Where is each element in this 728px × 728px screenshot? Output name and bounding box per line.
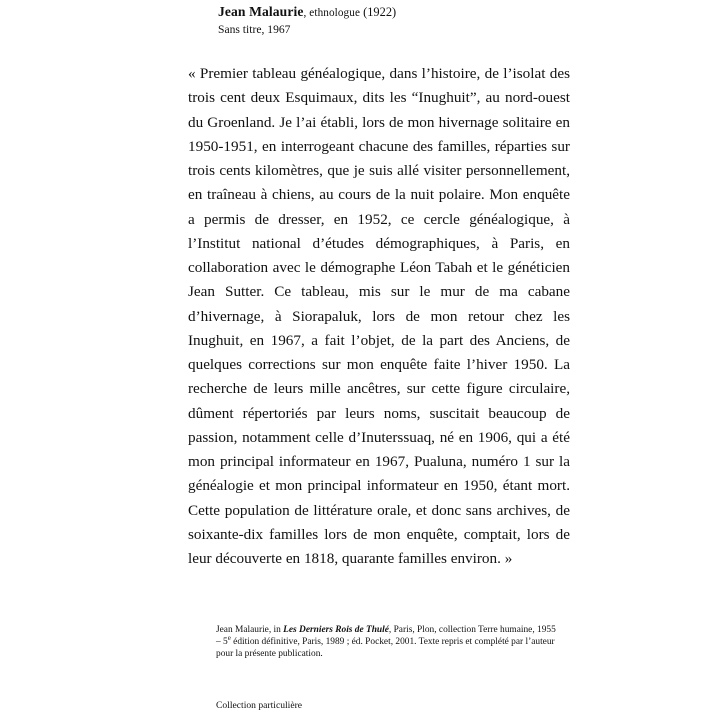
citation-details-second: édition définitive, Paris, 1989 ; éd. Pocket, 2001. Texte repris et complété par l’auteur pour la présente publication.	[216, 637, 555, 660]
collection-line: Collection particulière	[216, 700, 303, 711]
work-title: Sans titre, 1967	[218, 23, 291, 36]
quotation-text: « Premier tableau généalogique, dans l’histoire, de l’isolat des trois cent deux Esquimaux, dits les “Inughuit”, au nord-ouest du Groenland. Je l’ai établi, lors de mon hivernage solitaire en 1950-1951, en interrogeant chacune des familles, réparties sur trois cents kilomètres, que je suis allé visiter personnellement, en traîneau à chiens, au cours de la nuit polaire. Mon enquête a permis de dresser, en 1952, ce cercle généalogique, à l’Institut national d’études démographiques, à Paris, en collaboration avec le démographe Léon Tabah et le généticien Jean Sutter. Ce tableau, mis sur le mur de ma cabane d’hivernage, à Siorapaluk, lors de mon retour chez les Inughuit, en 1967, a fait l’objet, de la part des Anciens, de quelques corrections sur mon enquête faite l’hiver 1950. La recherche de leurs mille ancêtres, sur cette figure circulaire, dûment répertoriés par leurs noms, suscitait beaucoup de passion, notamment celle d’Inuterssuaq, né en 1906, qui a été mon principal informateur en 1967, Pualuna, numéro 1 sur la généalogie et mon principal informateur en 1950, étant mort. Cette population de littérature orale, et donc sans archives, de soixante-dix familles lors de mon enquête, comptait, lors de leur découverte en 1818, quarante familles environ. »	[188, 65, 570, 567]
artist-identity-line	[218, 4, 578, 21]
citation-author-prefix: Jean Malaurie, in	[216, 625, 284, 635]
artist-name-separator: ,	[303, 7, 310, 19]
citation-edition-ordinal: e	[227, 633, 231, 642]
citation-details-first: , Paris, Plon, collection Terre humaine, 1955 – 5	[216, 625, 556, 648]
citation-book-title: Les Derniers Rois de Thulé	[283, 625, 389, 635]
artist-name: Jean Malaurie	[218, 4, 304, 19]
citation-paragraph	[216, 624, 556, 660]
source-citation	[216, 624, 556, 660]
quotation-block	[188, 62, 570, 571]
artist-dates: (1922)	[360, 5, 397, 19]
artist-header	[218, 4, 578, 37]
artist-role: ethnologue	[309, 7, 361, 19]
